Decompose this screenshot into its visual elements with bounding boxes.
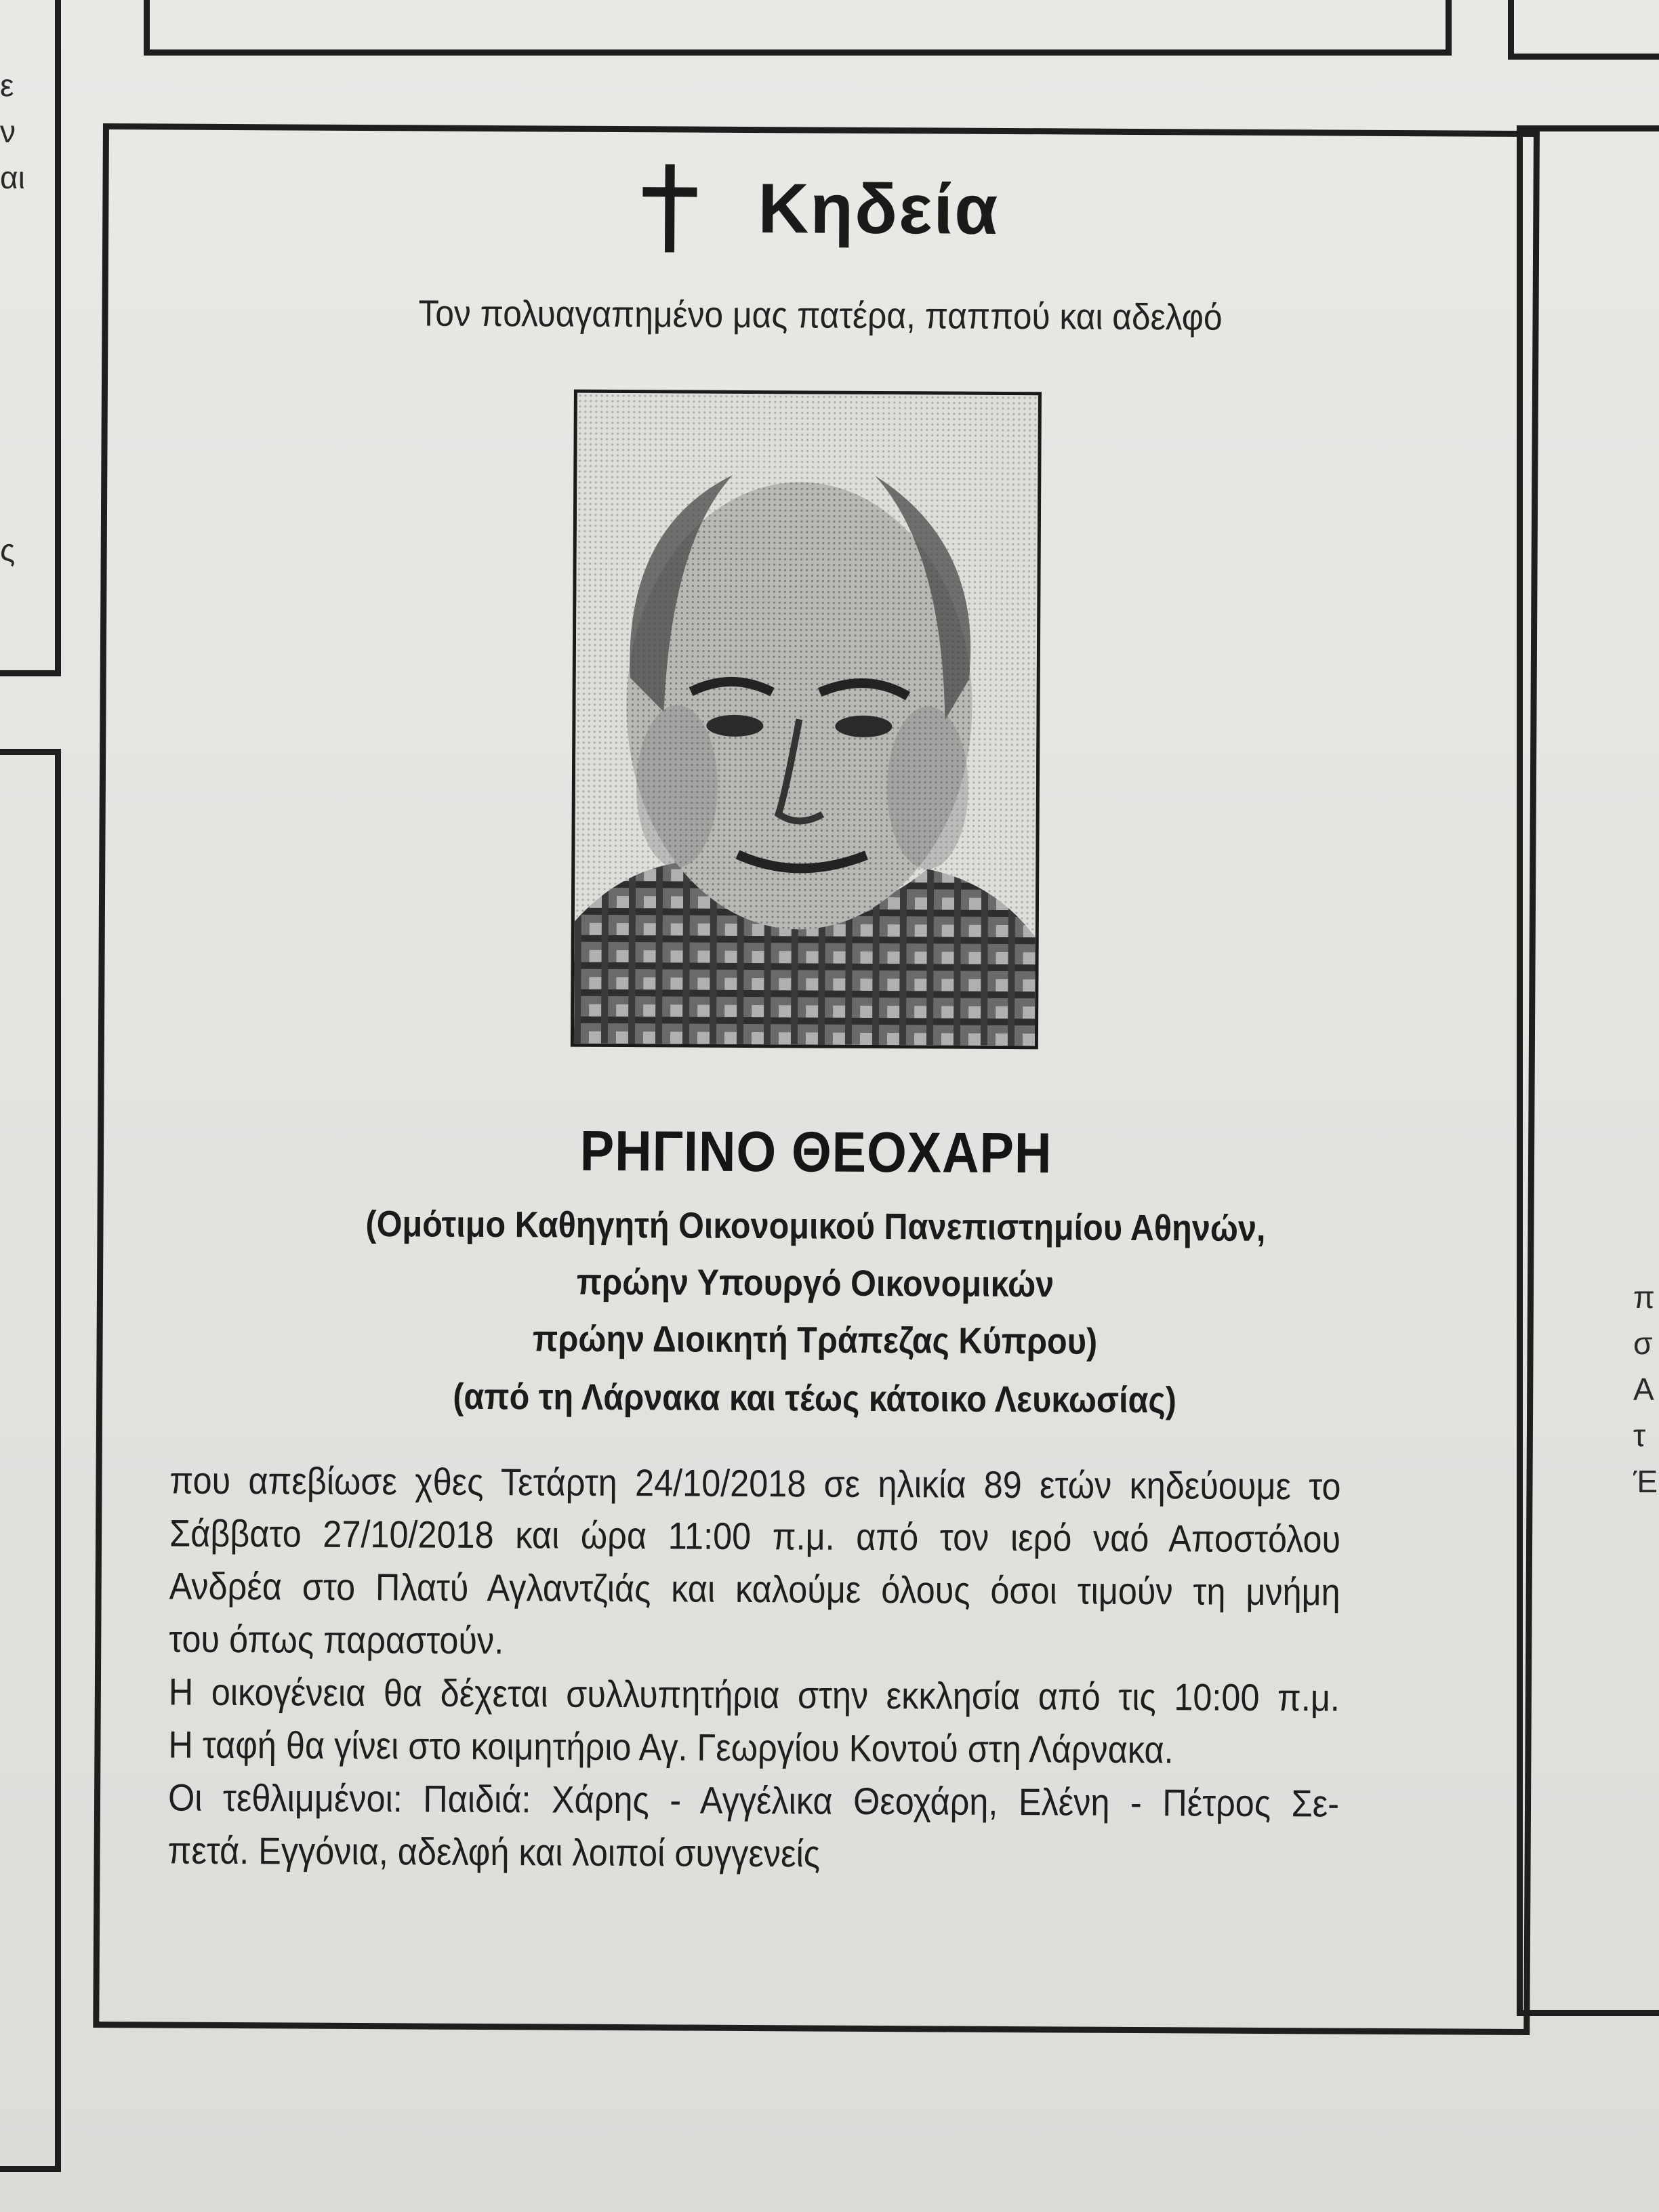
adjacent-notice-top <box>144 0 1452 56</box>
body-text-line: Οι τεθλιμμένοι: Παιδιά: Χάρης - Αγγέλικα Θεοχάρη, Ελένη - Πέτρος Σε- <box>167 1776 1340 1825</box>
edge-fragment: ε <box>0 68 14 103</box>
left-edge-fragment-s: ς <box>0 533 16 568</box>
credential-line: πρώην Υπουργό Οικονομικών <box>576 1261 1054 1305</box>
obituary-notice <box>93 123 1540 2035</box>
credential-line: πρώην Διοικητή Τράπεζας Κύπρου) <box>532 1318 1098 1362</box>
adjacent-notice-left-lower <box>0 749 61 2172</box>
body-text-line: πετά. Εγγόνια, αδελφή και λοιποί συγγενείς <box>167 1828 821 1875</box>
portrait-photo <box>571 390 1042 1050</box>
credential-line: (Ομότιμο Καθηγητή Οικονομικού Πανεπιστημίου Αθηνών, <box>365 1204 1266 1250</box>
edge-fragment: Α <box>1633 1372 1654 1407</box>
body-text-line: Η οικογένεια θα δέχεται συλλυπητήρια στην εκκλησία από τις 10:00 π.μ. <box>168 1670 1340 1719</box>
edge-fragment: τ <box>1633 1418 1646 1453</box>
notice-header <box>108 158 1534 260</box>
edge-fragment: π <box>1633 1279 1655 1315</box>
body-text-line: που απεβίωσε χθες Τετάρτη 24/10/2018 σε ηλικία 89 ετών κηδεύουμε το <box>169 1458 1341 1508</box>
edge-fragment: σ <box>1633 1326 1653 1361</box>
notice-title: Κηδεία <box>758 169 1000 249</box>
deceased-name: ΡΗΓΙΝΟ ΘΕΟΧΑΡΗ <box>579 1118 1052 1185</box>
edge-fragment: Έ <box>1633 1464 1658 1499</box>
adjacent-notice-top-right <box>1508 0 1659 60</box>
right-edge-fragments <box>1633 1274 1659 1504</box>
edge-fragment: αι <box>0 160 25 195</box>
notice-subtitle: Τον πολυαγαπημένο μας πατέρα, παππού και αδελφό <box>418 293 1223 338</box>
body-text-line: Σάββατο 27/10/2018 και ώρα 11:00 π.μ. από τον ιερό ναό Αποστόλου <box>169 1511 1341 1561</box>
body-text-line: Η ταφή θα γίνει στο κοιμητήριο Αγ. Γεωργίου Κοντού στη Λάρνακα. <box>168 1723 1174 1771</box>
edge-fragment: ν <box>0 114 16 149</box>
cross-icon <box>642 164 697 252</box>
body-text-line: Ανδρέα στο Πλατύ Αγλαντζιάς και καλούμε όλους όσοι τιμούν τη μνήμη <box>169 1564 1340 1614</box>
origin-line: (από τη Λάρνακα και τέως κάτοικο Λευκωσίας) <box>453 1376 1177 1421</box>
body-text-line: του όπως παραστούν. <box>169 1617 504 1662</box>
left-edge-fragments <box>0 62 27 201</box>
